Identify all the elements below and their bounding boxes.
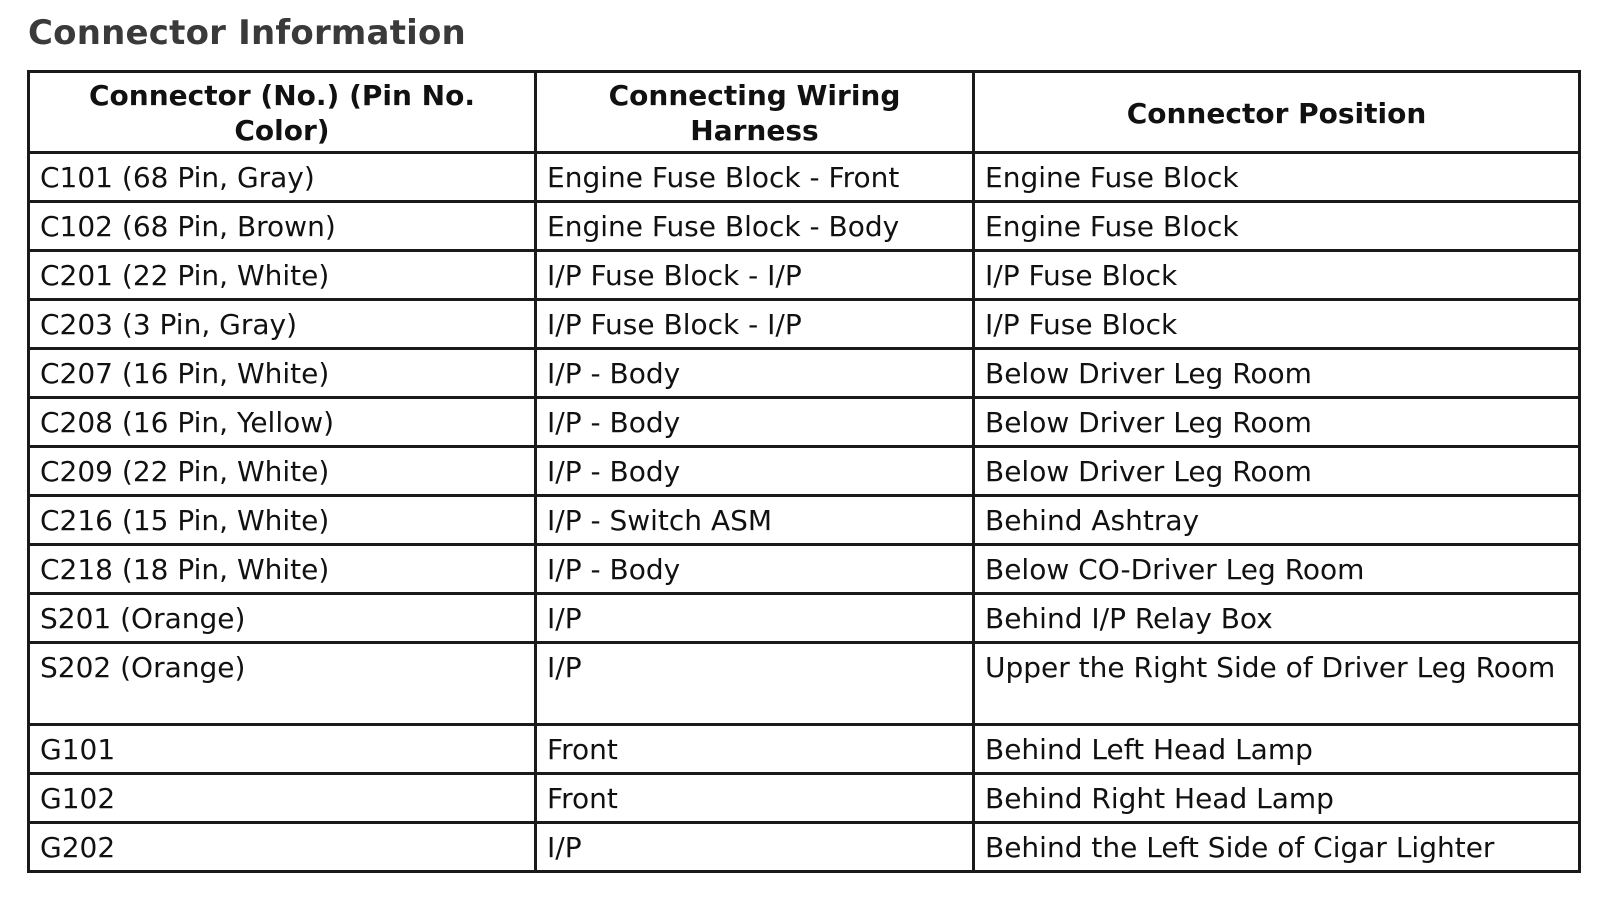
cell-connector: C218 (18 Pin, White) (29, 545, 536, 594)
cell-position: Engine Fuse Block (974, 202, 1580, 251)
cell-position: I/P Fuse Block (974, 300, 1580, 349)
cell-wiring-harness: Engine Fuse Block - Body (536, 202, 974, 251)
cell-connector: S202 (Orange) (29, 643, 536, 725)
cell-connector: S201 (Orange) (29, 594, 536, 643)
cell-wiring-harness: I/P - Body (536, 349, 974, 398)
cell-position: Engine Fuse Block (974, 153, 1580, 202)
column-header-connector: Connector (No.) (Pin No. Color) (29, 72, 536, 153)
cell-position: Below Driver Leg Room (974, 398, 1580, 447)
table-row (29, 643, 1580, 725)
cell-connector: C207 (16 Pin, White) (29, 349, 536, 398)
table-row (29, 153, 1580, 202)
table-row (29, 349, 1580, 398)
cell-position: Behind the Left Side of Cigar Lighter (974, 823, 1580, 872)
cell-wiring-harness: Front (536, 774, 974, 823)
cell-position: Behind Ashtray (974, 496, 1580, 545)
cell-connector: C208 (16 Pin, Yellow) (29, 398, 536, 447)
cell-wiring-harness: Engine Fuse Block - Front (536, 153, 974, 202)
column-header-position: Connector Position (974, 72, 1580, 153)
cell-wiring-harness: I/P Fuse Block - I/P (536, 300, 974, 349)
table-row (29, 725, 1580, 774)
cell-wiring-harness: I/P (536, 643, 974, 725)
cell-wiring-harness: I/P (536, 823, 974, 872)
cell-position: Behind Left Head Lamp (974, 725, 1580, 774)
cell-connector: C209 (22 Pin, White) (29, 447, 536, 496)
table-row (29, 202, 1580, 251)
connector-table (27, 70, 1581, 873)
cell-position: Behind Right Head Lamp (974, 774, 1580, 823)
table-row (29, 774, 1580, 823)
table-row (29, 447, 1580, 496)
table-row (29, 251, 1580, 300)
cell-wiring-harness: I/P (536, 594, 974, 643)
table-row (29, 300, 1580, 349)
cell-wiring-harness: I/P - Body (536, 545, 974, 594)
table-row (29, 496, 1580, 545)
cell-connector: G202 (29, 823, 536, 872)
cell-position: Upper the Right Side of Driver Leg Room (974, 643, 1580, 725)
table-row (29, 398, 1580, 447)
cell-wiring-harness: I/P - Body (536, 398, 974, 447)
page-title: Connector Information (28, 13, 466, 53)
cell-connector: C216 (15 Pin, White) (29, 496, 536, 545)
cell-wiring-harness: I/P - Body (536, 447, 974, 496)
cell-position: Behind I/P Relay Box (974, 594, 1580, 643)
table-row (29, 545, 1580, 594)
table-header-row (29, 72, 1580, 153)
cell-connector: G102 (29, 774, 536, 823)
cell-wiring-harness: Front (536, 725, 974, 774)
cell-wiring-harness: I/P - Switch ASM (536, 496, 974, 545)
cell-connector: C101 (68 Pin, Gray) (29, 153, 536, 202)
column-header-wiring-harness: Connecting Wiring Harness (536, 72, 974, 153)
cell-position: Below Driver Leg Room (974, 349, 1580, 398)
connector-table-container (27, 70, 1578, 873)
cell-connector: G101 (29, 725, 536, 774)
cell-connector: C102 (68 Pin, Brown) (29, 202, 536, 251)
cell-position: Below Driver Leg Room (974, 447, 1580, 496)
cell-position: I/P Fuse Block (974, 251, 1580, 300)
cell-position: Below CO-Driver Leg Room (974, 545, 1580, 594)
table-row (29, 594, 1580, 643)
cell-connector: C201 (22 Pin, White) (29, 251, 536, 300)
table-row (29, 823, 1580, 872)
cell-connector: C203 (3 Pin, Gray) (29, 300, 536, 349)
cell-wiring-harness: I/P Fuse Block - I/P (536, 251, 974, 300)
